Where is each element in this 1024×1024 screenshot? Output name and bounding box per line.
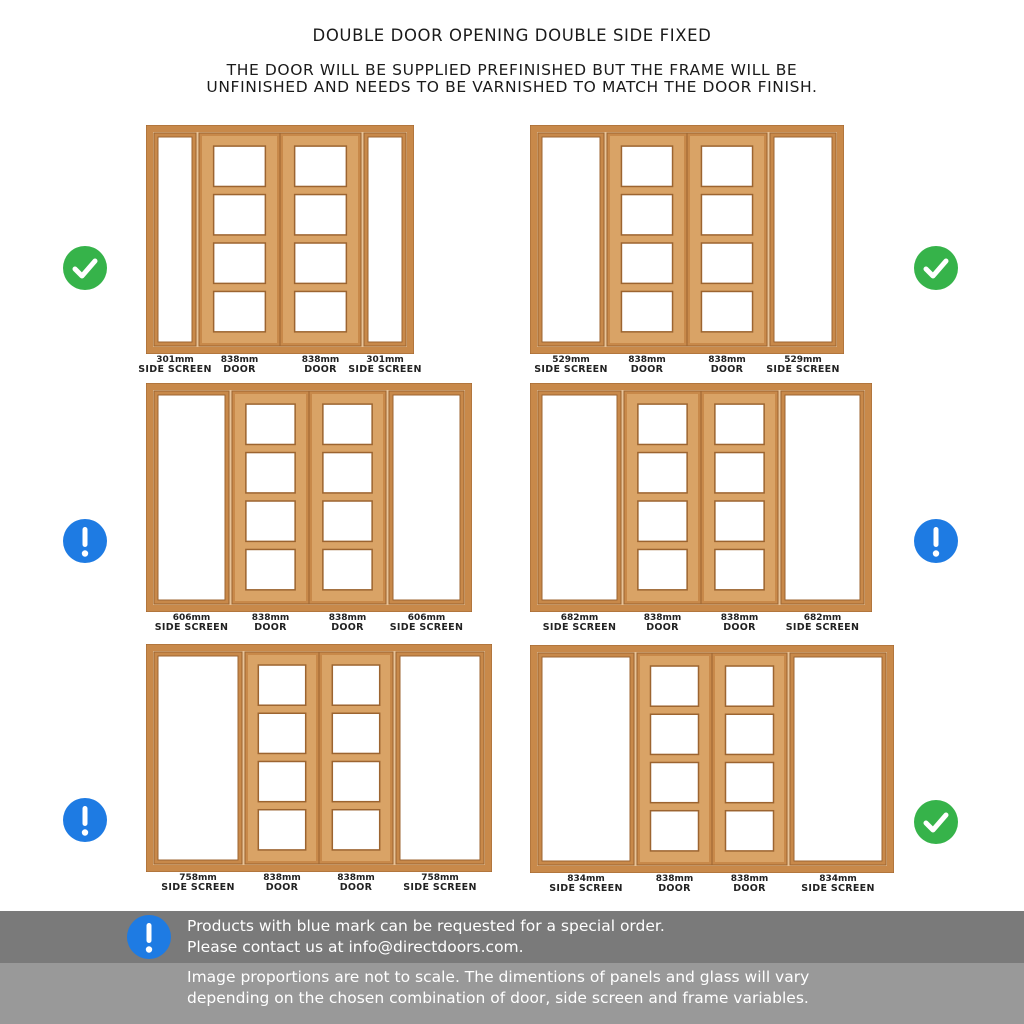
dimension-value: 682mm (560, 613, 599, 623)
door-frame-illustration (530, 383, 872, 612)
right-side-screen-glass (785, 395, 860, 600)
dimension-value: 682mm (803, 613, 842, 623)
door-label (635, 874, 715, 894)
left-side-screen-glass (542, 395, 617, 600)
door-label (623, 613, 703, 633)
left-door-glass-pane (214, 292, 264, 331)
special-order-icon (127, 915, 171, 959)
right-door-glass-pane (295, 195, 345, 234)
dimension-value: 606mm (172, 613, 211, 623)
dimension-caption: DOOR (304, 364, 337, 375)
left-side-screen-glass (158, 656, 238, 860)
dimension-value: 301mm (156, 355, 194, 365)
right-door-glass-pane (726, 667, 773, 706)
side-screen-label (387, 613, 467, 633)
dimension-caption: SIDE SCREEN (785, 622, 860, 633)
left-door-glass-pane (651, 715, 698, 754)
scale-note-line: depending on the chosen combination of door, side screen and frame variables. (187, 989, 809, 1007)
left-door-glass-pane (214, 195, 264, 234)
dimension-caption: DOOR (658, 883, 691, 894)
left-side-screen-glass (542, 137, 600, 342)
door-configuration (138, 125, 422, 381)
right-door-glass-pane (295, 244, 345, 283)
subtitle-line: THE DOOR WILL BE SUPPLIED PREFINISHED BUT THE FRAME WILL BE (226, 61, 798, 79)
dimension-caption: SIDE SCREEN (542, 622, 617, 633)
side-screen-label (158, 873, 238, 893)
dimension-caption: SIDE SCREEN (766, 364, 840, 375)
dimension-value: 529mm (784, 355, 822, 365)
dimension-value: 758mm (421, 873, 459, 883)
door-frame-illustration (530, 125, 844, 354)
right-door-glass-pane (716, 502, 764, 541)
left-door-glass-pane (259, 714, 305, 753)
right-door-glass-pane (333, 714, 379, 753)
left-door-glass-pane (214, 147, 264, 186)
dimension-value: 838mm (263, 873, 301, 883)
left-door-glass-pane (259, 666, 305, 705)
door-label (231, 613, 311, 633)
contact-line: Please contact us at info@directdoors.com. (187, 938, 524, 956)
dimension-value: 838mm (328, 613, 367, 623)
exclamation-icon (63, 519, 107, 563)
left-door-glass-pane (639, 405, 687, 444)
right-side-screen-glass (393, 395, 460, 600)
door-configuration (530, 645, 894, 900)
right-door-glass-pane (702, 244, 752, 283)
dimension-caption: DOOR (265, 882, 299, 893)
dimension-value: 301mm (366, 355, 404, 365)
dimension-caption: SIDE SCREEN (403, 882, 477, 893)
dimension-caption: DOOR (723, 622, 756, 633)
right-door-glass-pane (324, 550, 372, 589)
door-label (200, 355, 280, 375)
side-screen-label (400, 873, 480, 893)
left-door-glass-pane (639, 453, 687, 492)
dimension-value: 838mm (628, 355, 666, 365)
dimension-value: 834mm (567, 874, 605, 884)
right-door-glass-pane (295, 292, 345, 331)
left-door-glass-pane (247, 453, 295, 492)
left-door-glass-pane (622, 244, 672, 283)
door-frame-illustration (146, 383, 472, 612)
dimension-caption: DOOR (630, 364, 664, 375)
left-door-glass-pane (247, 550, 295, 589)
side-screen-label (345, 355, 425, 375)
left-door-glass-pane (259, 762, 305, 801)
dimension-caption: SIDE SCREEN (161, 882, 235, 893)
right-door-glass-pane (702, 147, 752, 186)
left-door-glass-pane (639, 550, 687, 589)
dimension-value: 529mm (552, 355, 590, 365)
right-door-glass-pane (324, 502, 372, 541)
door-configuration (146, 644, 492, 899)
check-icon (63, 246, 107, 290)
dimension-value: 834mm (819, 874, 857, 884)
dimension-value: 838mm (643, 613, 682, 623)
left-door-glass-pane (259, 810, 305, 849)
right-side-screen-glass (368, 137, 402, 342)
dimension-value: 838mm (720, 613, 759, 623)
left-door-glass-pane (622, 147, 672, 186)
dimension-caption: SIDE SCREEN (389, 622, 464, 633)
right-door-glass-pane (295, 147, 345, 186)
door-frame-illustration (530, 645, 894, 873)
left-door-glass-pane (622, 292, 672, 331)
dimension-caption: SIDE SCREEN (138, 364, 212, 375)
right-door-glass-pane (716, 453, 764, 492)
left-door-glass-pane (214, 244, 264, 283)
dimension-caption: DOOR (254, 622, 287, 633)
door-configuration (530, 125, 844, 381)
scale-note-line: Image proportions are not to scale. The dimentions of panels and glass will vary (187, 968, 810, 986)
dimension-value: 838mm (708, 355, 746, 365)
door-label (308, 613, 388, 633)
dimension-value: 838mm (337, 873, 375, 883)
right-side-screen-glass (794, 657, 882, 861)
left-door-glass-pane (247, 405, 295, 444)
door-configuration (530, 383, 872, 639)
dimension-value: 838mm (730, 874, 769, 884)
right-door-glass-pane (716, 550, 764, 589)
left-door-glass-pane (651, 811, 698, 850)
door-label (710, 874, 790, 894)
dimension-value: 838mm (251, 613, 290, 623)
right-side-screen-glass (400, 656, 480, 860)
side-screen-label (798, 874, 878, 894)
side-screen-label (546, 874, 626, 894)
right-door-glass-pane (726, 715, 773, 754)
scale-note-text (187, 967, 809, 1009)
right-door-glass-pane (716, 405, 764, 444)
side-screen-label (531, 355, 611, 375)
right-door-glass-pane (702, 292, 752, 331)
right-door-glass-pane (333, 666, 379, 705)
door-label (242, 873, 322, 893)
side-screen-label (152, 613, 232, 633)
right-door-glass-pane (726, 763, 773, 802)
left-door-glass-pane (639, 502, 687, 541)
left-door-glass-pane (651, 763, 698, 802)
right-door-glass-pane (324, 453, 372, 492)
right-door-glass-pane (333, 810, 379, 849)
dimension-caption: DOOR (223, 364, 256, 375)
door-label (316, 873, 396, 893)
door-label (687, 355, 767, 375)
door-frame-illustration (146, 125, 414, 354)
right-door-glass-pane (726, 811, 773, 850)
right-door-glass-pane (324, 405, 372, 444)
subtitle-line: UNFINISHED AND NEEDS TO BE VARNISHED TO MATCH THE DOOR FINISH. (206, 78, 818, 96)
check-icon (914, 246, 958, 290)
dimension-value: 838mm (220, 355, 259, 365)
left-side-screen-glass (158, 395, 225, 600)
right-door-glass-pane (702, 195, 752, 234)
door-frame-illustration (146, 644, 492, 872)
dimension-caption: SIDE SCREEN (534, 364, 608, 375)
left-door-glass-pane (247, 502, 295, 541)
page-title: DOUBLE DOOR OPENING DOUBLE SIDE FIXED (312, 26, 712, 45)
check-icon (914, 800, 958, 844)
right-side-screen-glass (774, 137, 832, 342)
dimension-value: 838mm (655, 874, 694, 884)
dimension-caption: DOOR (339, 882, 373, 893)
left-door-glass-pane (622, 195, 672, 234)
door-label (607, 355, 687, 375)
right-door-glass-pane (333, 762, 379, 801)
dimension-caption: SIDE SCREEN (549, 883, 623, 894)
left-side-screen-glass (542, 657, 630, 861)
dimension-caption: SIDE SCREEN (154, 622, 229, 633)
dimension-caption: DOOR (733, 883, 766, 894)
side-screen-label (540, 613, 620, 633)
dimension-caption: DOOR (646, 622, 679, 633)
exclamation-icon (63, 798, 107, 842)
dimension-caption: SIDE SCREEN (348, 364, 422, 375)
door-configuration (146, 383, 472, 639)
side-screen-label (763, 355, 843, 375)
dimension-caption: DOOR (331, 622, 364, 633)
dimension-value: 838mm (301, 355, 340, 365)
dimension-caption: DOOR (710, 364, 744, 375)
special-order-text (187, 916, 665, 958)
dimension-value: 758mm (179, 873, 217, 883)
left-side-screen-glass (158, 137, 192, 342)
dimension-value: 606mm (407, 613, 446, 623)
left-door-glass-pane (651, 667, 698, 706)
dimension-caption: SIDE SCREEN (801, 883, 875, 894)
page-subtitle (0, 62, 1024, 96)
door-label (700, 613, 780, 633)
exclamation-icon (914, 519, 958, 563)
special-order-line: Products with blue mark can be requested for a special order. (187, 917, 665, 935)
side-screen-label (783, 613, 863, 633)
